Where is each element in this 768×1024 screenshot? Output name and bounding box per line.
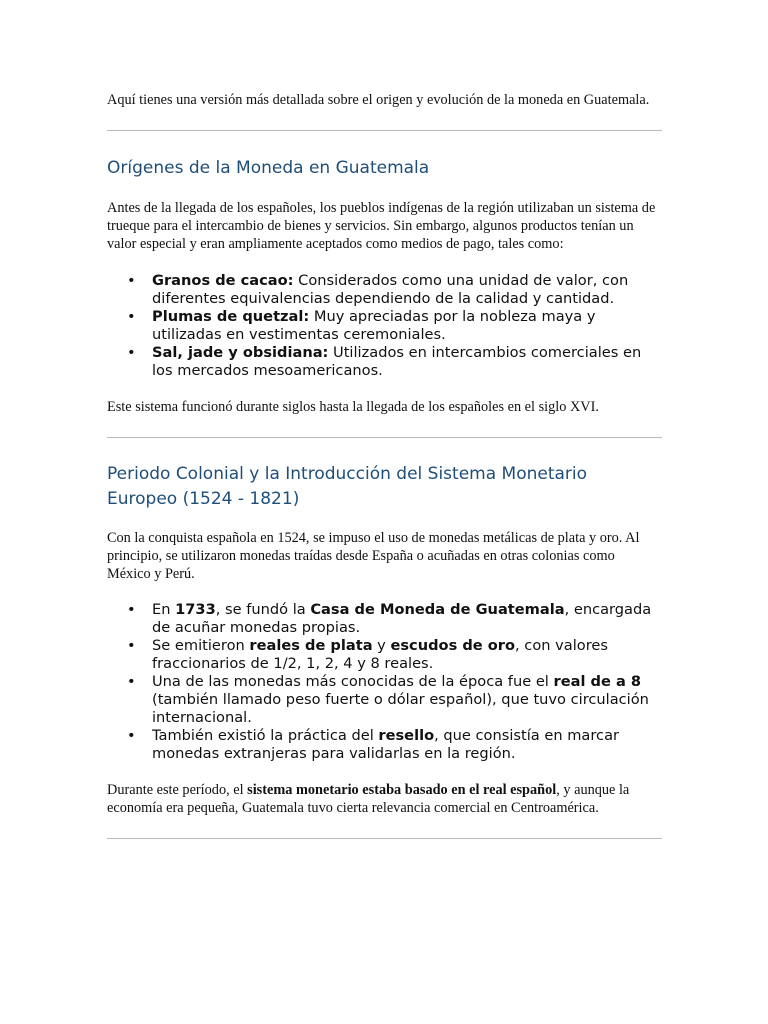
list-item-text: , que consistía en marcar monedas extranjeras para validarlas en la región. xyxy=(152,727,620,762)
list-item-text: Una de las monedas más conocidas de la época fue el xyxy=(152,673,554,690)
list-item-emphasis: reales de plata xyxy=(249,637,373,654)
list-item-emphasis: escudos de oro xyxy=(390,637,516,654)
bullet-icon: • xyxy=(127,673,136,690)
list-item-text: , encargada de acuñar monedas propias. xyxy=(152,601,652,636)
bullet-icon: • xyxy=(127,272,136,289)
section1-bullet-list xyxy=(107,272,662,380)
bullet-icon: • xyxy=(127,637,136,654)
list-item xyxy=(107,601,662,637)
section2-closing xyxy=(107,781,662,817)
list-item-term: Granos de cacao: xyxy=(152,272,294,289)
list-item xyxy=(107,344,662,380)
list-item-term: Plumas de quetzal: xyxy=(152,308,310,325)
list-item-text: En xyxy=(152,601,176,618)
list-item-term: Sal, jade y obsidiana: xyxy=(152,344,329,361)
section2-heading: Periodo Colonial y la Introducción del Sistema Monetario Europeo (1524 - 1821) xyxy=(107,464,588,509)
list-item xyxy=(107,673,662,727)
list-item-text: También existió la práctica del xyxy=(152,727,379,744)
bullet-icon: • xyxy=(127,727,136,744)
intro-paragraph: Aquí tienes una versión más detallada sobre el origen y evolución de la moneda en Guatemala. xyxy=(107,92,650,108)
list-item xyxy=(107,637,662,673)
closing-text: Durante este período, el xyxy=(107,782,248,798)
list-item-text: , se fundó la xyxy=(215,601,311,618)
section2-bullet-list xyxy=(107,601,662,763)
list-item-text: Se emitieron xyxy=(152,637,250,654)
section-divider xyxy=(107,130,662,131)
list-item-emphasis: real de a 8 xyxy=(553,673,642,690)
section-divider xyxy=(107,838,662,839)
list-item xyxy=(107,272,662,308)
bullet-icon: • xyxy=(127,601,136,618)
list-item-emphasis: 1733 xyxy=(175,601,216,618)
list-item xyxy=(107,308,662,344)
bullet-icon: • xyxy=(127,308,136,325)
list-item-emphasis: Casa de Moneda de Guatemala xyxy=(310,601,565,618)
list-item-text: Considerados como una unidad de valor, con diferentes equivalencias dependiendo de la calidad y cantidad. xyxy=(152,272,629,307)
bullet-icon: • xyxy=(127,344,136,361)
list-item-emphasis: resello xyxy=(378,727,435,744)
section2-paragraph: Con la conquista española en 1524, se impuso el uso de monedas metálicas de plata y oro. Al principio, se utilizaron monedas traídas desde España o acuñadas en otras colonias como México y Perú. xyxy=(107,530,640,582)
list-item-text: (también llamado peso fuerte o dólar español), que tuvo circulación internacional. xyxy=(152,691,649,726)
list-item-text: Muy apreciadas por la nobleza maya y utilizadas en vestimentas ceremoniales. xyxy=(152,308,596,343)
list-item-text: , con valores fraccionarios de 1/2, 1, 2, 4 y 8 reales. xyxy=(152,637,608,672)
section-divider xyxy=(107,437,662,438)
section1-paragraph: Antes de la llegada de los españoles, los pueblos indígenas de la región utilizaban un sistema de trueque para el intercambio de bienes y servicios. Sin embargo, algunos productos tenían un valor especial y eran ampliamente aceptados como medios de pago, tales como: xyxy=(107,200,656,252)
list-item-text: Utilizados en intercambios comerciales en los mercados mesoamericanos. xyxy=(152,344,642,379)
document-page xyxy=(107,0,662,839)
list-item xyxy=(107,727,662,763)
closing-emphasis: sistema monetario estaba basado en el real español xyxy=(247,782,557,798)
list-item-text: y xyxy=(372,637,391,654)
section1-heading: Orígenes de la Moneda en Guatemala xyxy=(107,158,430,178)
section1-closing: Este sistema funcionó durante siglos hasta la llegada de los españoles en el siglo XVI. xyxy=(107,399,599,415)
closing-text: , y aunque la economía era pequeña, Guatemala tuvo cierta relevancia comercial en Centroamérica. xyxy=(107,782,630,816)
